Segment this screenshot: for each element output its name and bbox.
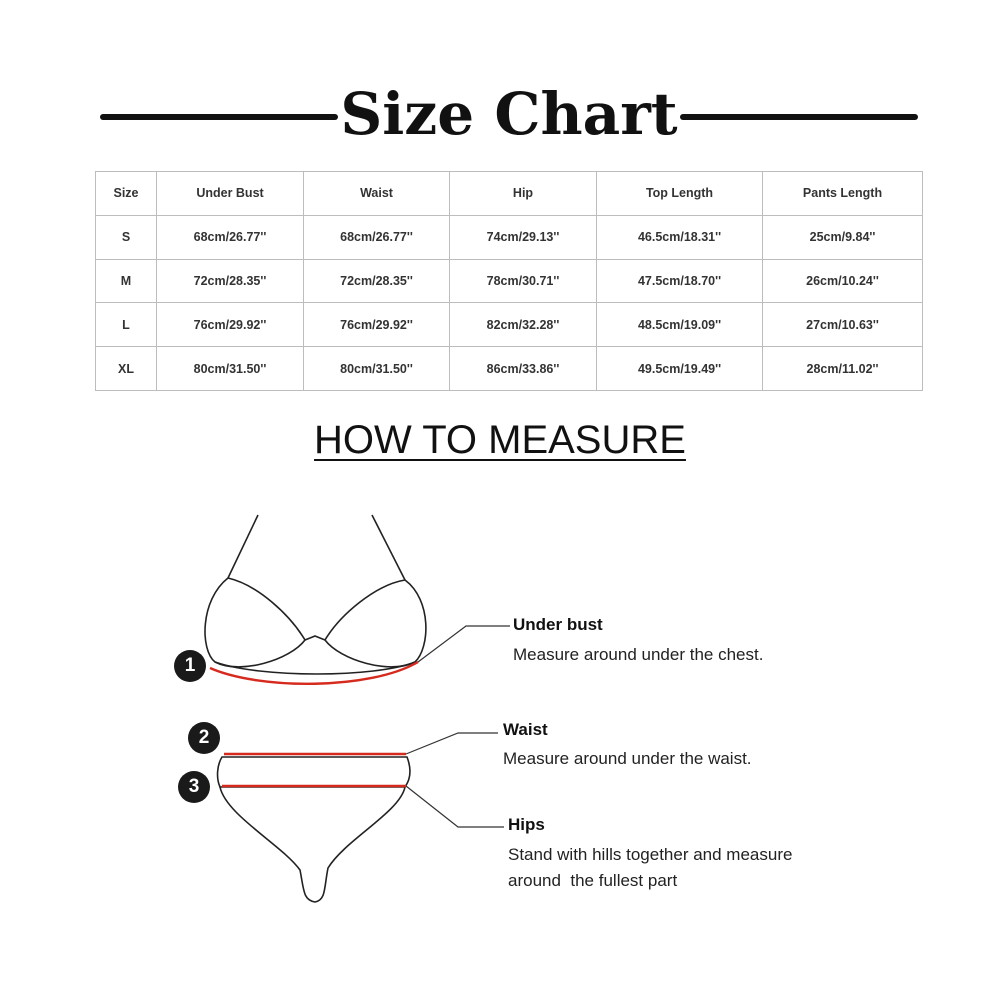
- hips-description-line-2: around the fullest part: [508, 871, 678, 890]
- pants-waistband: [218, 757, 410, 787]
- hips-title: Hips: [508, 815, 545, 834]
- bra-band: [215, 662, 415, 674]
- table-cell: 49.5cm/19.49'': [597, 347, 763, 391]
- table-cell: 74cm/29.13'': [450, 215, 597, 259]
- bra-strap-right: [372, 515, 405, 580]
- step-badge-1: 1: [174, 650, 206, 682]
- column-header: Waist: [304, 172, 450, 216]
- table-cell: 68cm/26.77'': [304, 215, 450, 259]
- waist-pointer-line: [406, 733, 498, 754]
- bra-illustration: [205, 515, 426, 674]
- table-cell: 76cm/29.92'': [157, 303, 304, 347]
- table-cell: 46.5cm/18.31'': [597, 215, 763, 259]
- pants-illustration: [218, 757, 410, 902]
- table-cell: 76cm/29.92'': [304, 303, 450, 347]
- page-title: Size Chart: [340, 80, 678, 148]
- table-cell: 72cm/28.35'': [157, 259, 304, 303]
- under-bust-measure-line: [210, 662, 418, 684]
- hip-pointer-line: [406, 786, 504, 827]
- under-bust-title: Under bust: [513, 615, 603, 634]
- pants-body: [220, 787, 405, 902]
- column-header: Top Length: [597, 172, 763, 216]
- table-cell: M: [96, 259, 157, 303]
- table-cell: 25cm/9.84'': [763, 215, 923, 259]
- how-to-measure-title: HOW TO MEASURE: [314, 418, 686, 462]
- bra-center-gore: [305, 636, 325, 640]
- step-badge-3: 3: [178, 771, 210, 803]
- waist-description: Measure around under the waist.: [503, 749, 752, 768]
- table-cell: 80cm/31.50'': [157, 347, 304, 391]
- under-bust-description: Measure around under the chest.: [513, 645, 764, 664]
- bra-strap-left: [228, 515, 258, 578]
- table-cell: 78cm/30.71'': [450, 259, 597, 303]
- table-cell: 72cm/28.35'': [304, 259, 450, 303]
- table-cell: 28cm/11.02'': [763, 347, 923, 391]
- column-header: Hip: [450, 172, 597, 216]
- table-cell: 68cm/26.77'': [157, 215, 304, 259]
- bra-cup-left: [205, 578, 305, 667]
- column-header: Under Bust: [157, 172, 304, 216]
- table-cell: S: [96, 215, 157, 259]
- table-cell: 27cm/10.63'': [763, 303, 923, 347]
- column-header: Pants Length: [763, 172, 923, 216]
- table-cell: 26cm/10.24'': [763, 259, 923, 303]
- bra-cup-right: [325, 580, 426, 667]
- table-cell: XL: [96, 347, 157, 391]
- table-cell: 82cm/32.28'': [450, 303, 597, 347]
- waist-title: Waist: [503, 720, 548, 739]
- hips-description-line-1: Stand with hills together and measure: [508, 845, 793, 864]
- column-header: Size: [96, 172, 157, 216]
- under-bust-pointer-line: [418, 626, 510, 662]
- table-cell: L: [96, 303, 157, 347]
- table-cell: 48.5cm/19.09'': [597, 303, 763, 347]
- step-badge-2: 2: [188, 722, 220, 754]
- table-cell: 86cm/33.86'': [450, 347, 597, 391]
- table-cell: 80cm/31.50'': [304, 347, 450, 391]
- table-cell: 47.5cm/18.70'': [597, 259, 763, 303]
